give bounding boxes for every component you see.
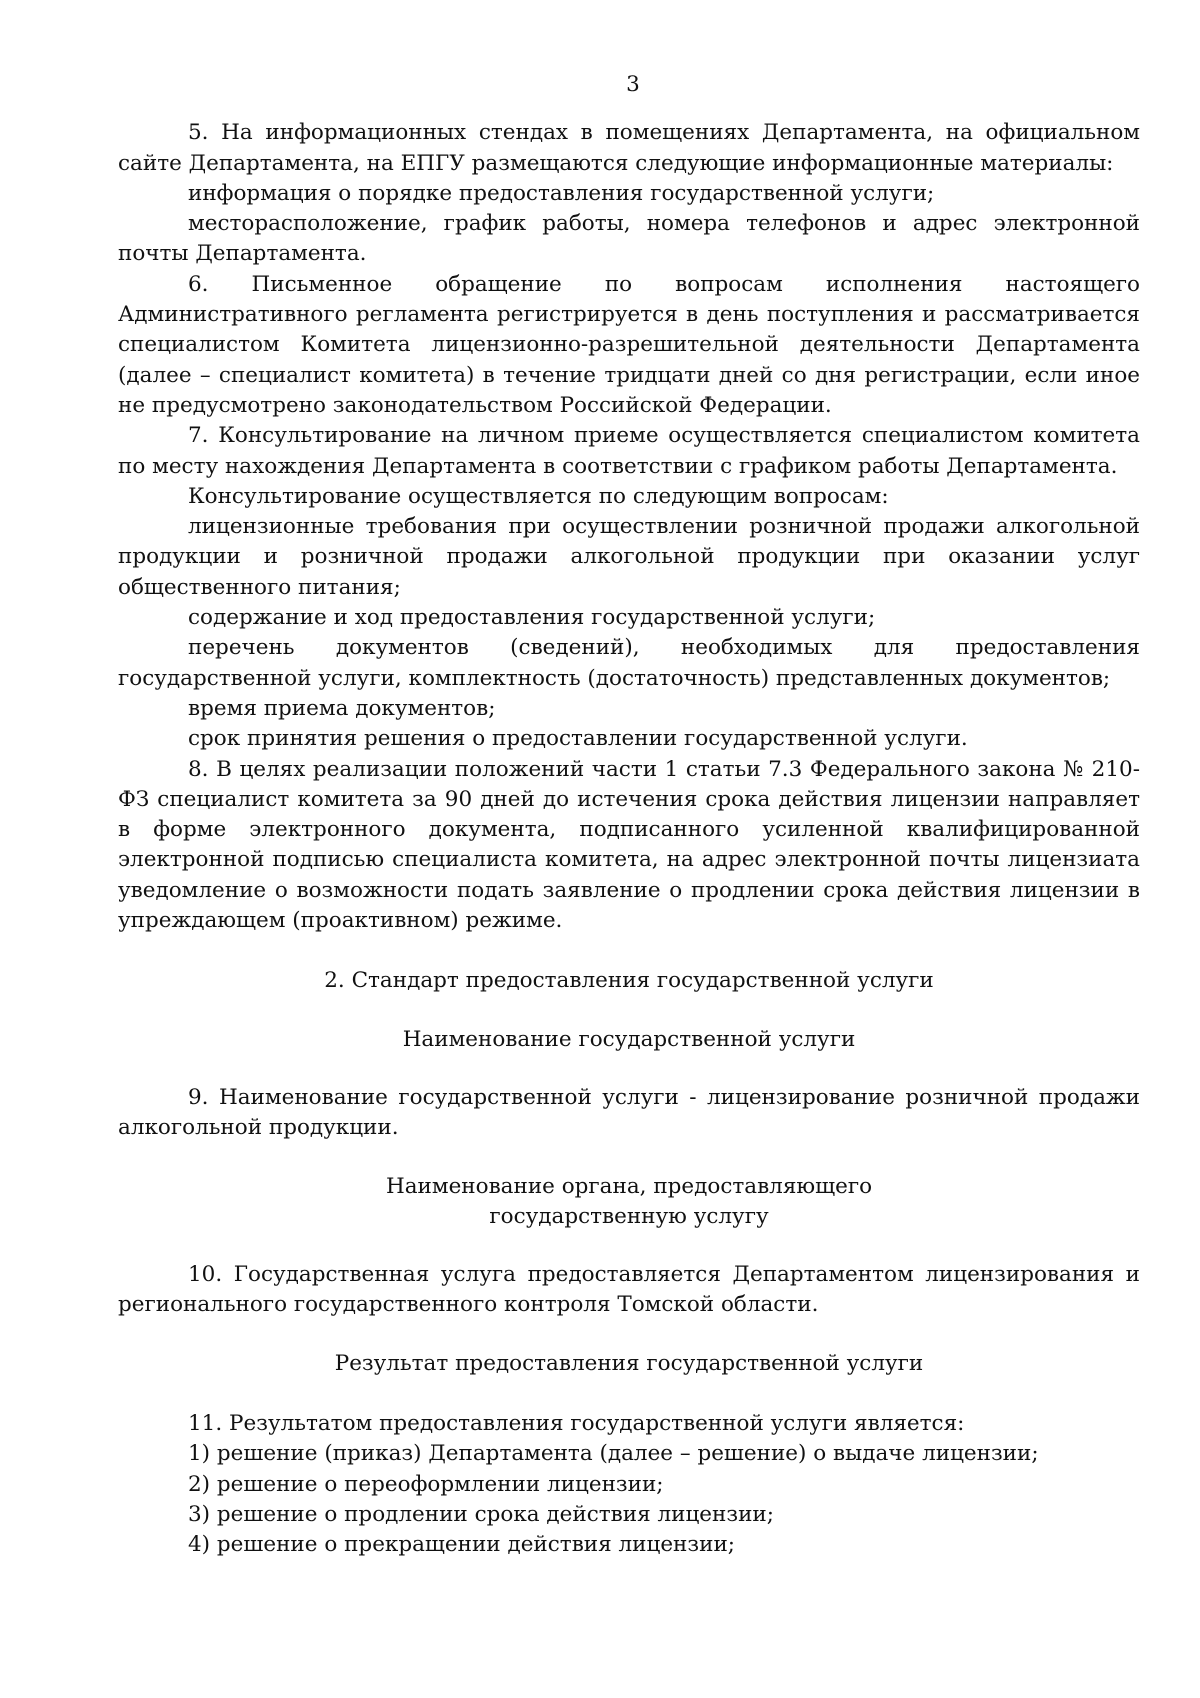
paragraph-5: 5. На информационных стендах в помещениях Департамента, на официальном сайте Департамента, на ЕПГУ размещаются следующие информационные материалы: [118,120,1140,176]
paragraph-11-item-1: 1) решение (приказ) Департамента (далее – решение) о выдаче лицензии; [188,1441,1039,1467]
paragraph-11: 11. Результатом предоставления государственной услуги является: [188,1410,965,1436]
paragraph-7-item-1: лицензионные требования при осуществлении розничной продажи алкогольной продукции и розничной продажи алкогольной продукции при оказании услуг общественного питания; [118,514,1140,600]
subsection-organ-title-line-1: Наименование органа, предоставляющего [385,1173,873,1199]
paragraph-6: 6. Письменное обращение по вопросам исполнения настоящего Административного регламента регистрируется в день поступления и рассматривается специалистом Комитета лицензионно-разрешительной деятельности Департамента (далее – специалист комитета) в течение тридцати дней со дня регистрации, если иное не предусмотрено законодательством Российской Федерации. [118,271,1140,418]
paragraph-7-item-5: срок принятия решения о предоставлении государственной услуги. [188,726,968,752]
paragraph-11-item-4: 4) решение о прекращении действия лицензии; [188,1532,736,1558]
paragraph-7-intro: Консультирование осуществляется по следующим вопросам: [188,483,889,509]
page-number: 3 [626,72,640,97]
paragraph-8: 8. В целях реализации положений части 1 статьи 7.3 Федерального закона № 210-ФЗ специалист комитета за 90 дней до истечения срока действия лицензии направляет в форме электронного документа, подписанного усиленной квалифицированной электронной подписью специалиста комитета, на адрес электронной почты лицензиата уведомление о возможности подать заявление о продлении срока действия лицензии в упреждающем (проактивном) режиме. [118,756,1140,934]
paragraph-7-item-2: содержание и ход предоставления государственной услуги; [188,605,876,631]
section-2-title: 2. Стандарт предоставления государственной услуги [324,968,934,994]
paragraph-10: 10. Государственная услуга предоставляется Департаментом лицензирования и регионального государственного контроля Томской области. [118,1262,1140,1318]
paragraph-5-item-2: месторасположение, график работы, номера телефонов и адрес электронной почты Департамента. [118,211,1140,267]
paragraph-9: 9. Наименование государственной услуги - лицензирование розничной продажи алкогольной продукции. [118,1084,1140,1141]
paragraph-11-item-3: 3) решение о продлении срока действия лицензии; [188,1501,774,1527]
paragraph-11-item-2: 2) решение о переоформлении лицензии; [188,1471,664,1497]
subsection-result-title: Результат предоставления государственной услуги [334,1350,924,1376]
paragraph-7-item-3: перечень документов (сведений), необходимых для предоставления государственной услуги, комплектность (достаточность) представленных документов; [118,635,1140,691]
subsection-organ-title-line-2: государственную услугу [489,1203,769,1229]
paragraph-5-item-1: информация о порядке предоставления государственной услуги; [188,180,935,206]
paragraph-7: 7. Консультирование на личном приеме осуществляется специалистом комитета по месту нахождения Департамента в соответствии с графиком работы Департамента. [118,423,1140,479]
paragraph-7-item-4: время приема документов; [188,695,496,721]
subsection-service-name-title: Наименование государственной услуги [402,1026,856,1052]
document-page [118,70,1140,1560]
